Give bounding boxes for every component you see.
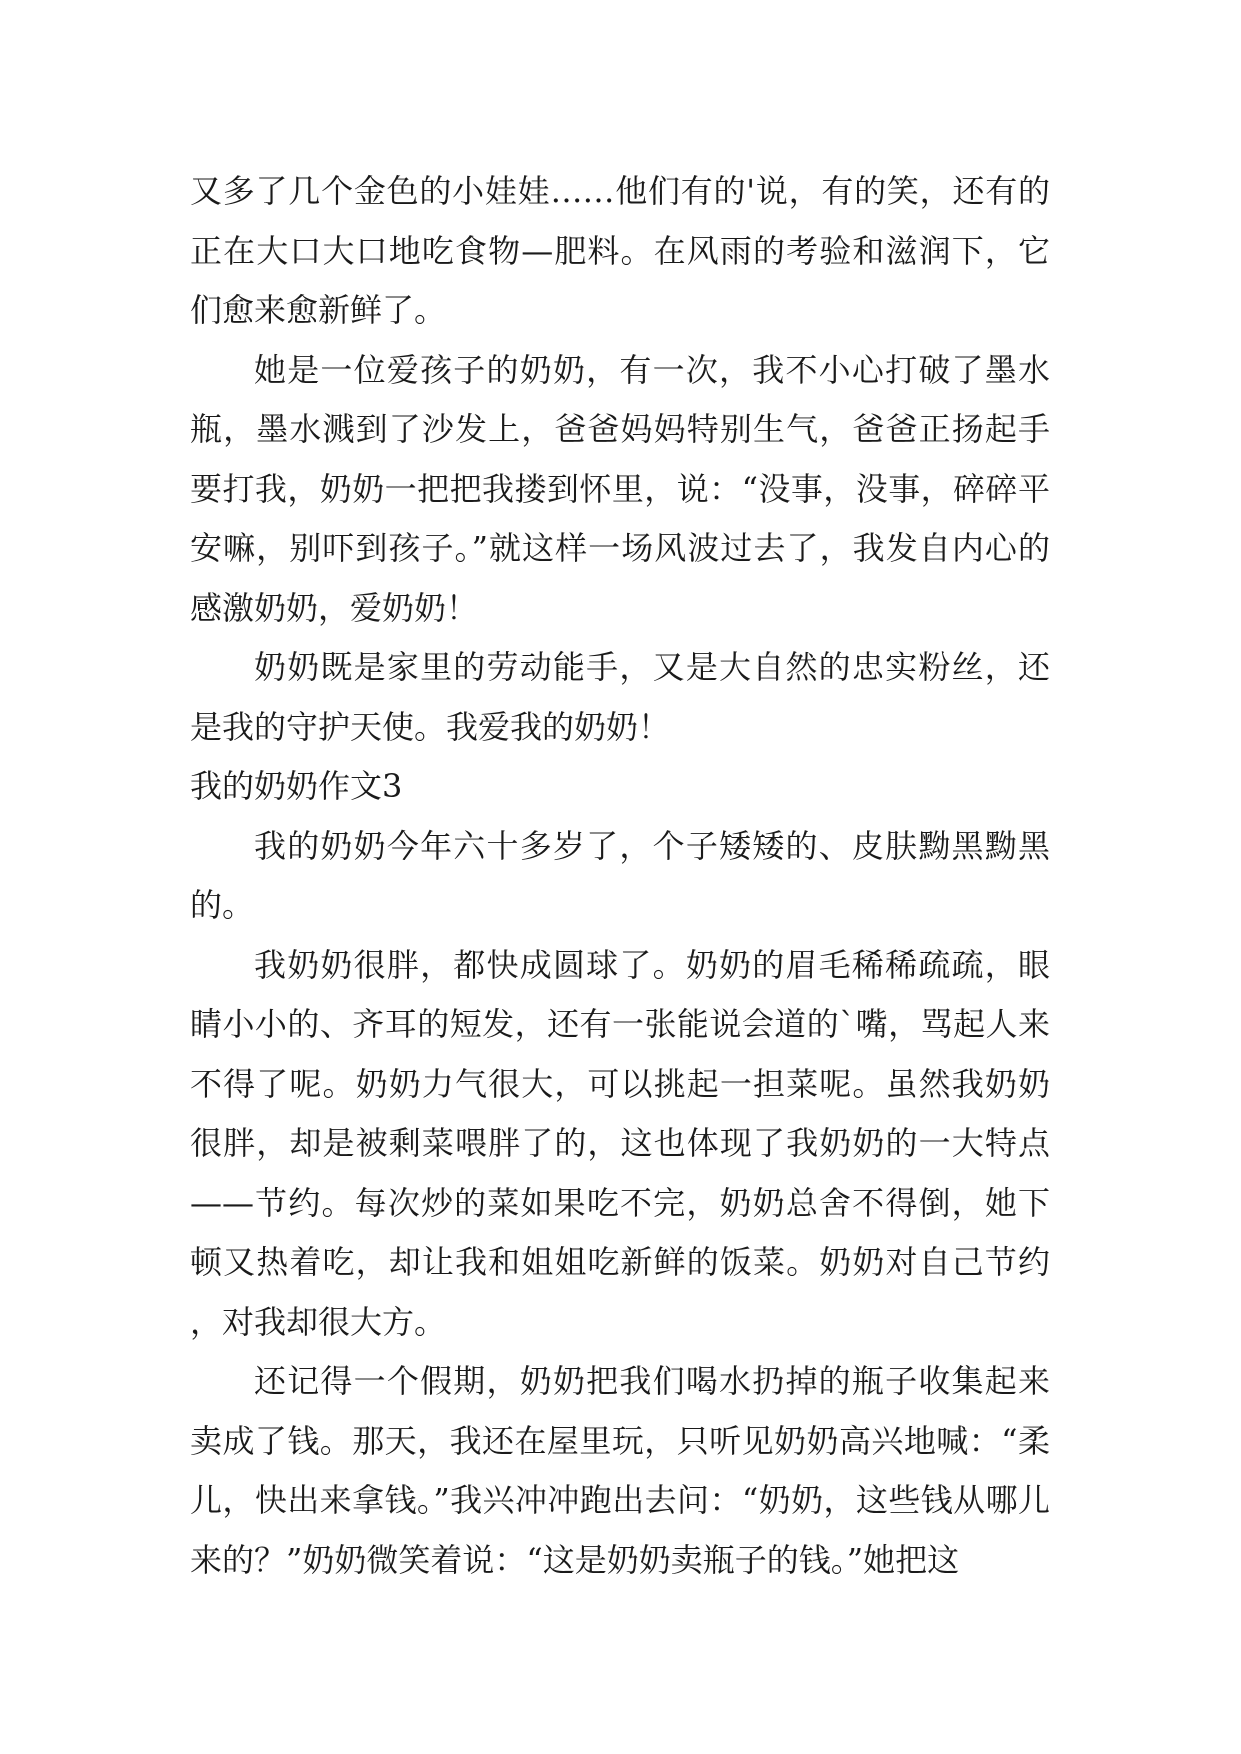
document-body <box>190 162 1050 1590</box>
paragraph-1: 又多了几个金色的小娃娃……他们有的'说，有的笑，还有的正在大口大口地吃食物—肥料。在风雨的考验和滋润下，它们愈来愈新鲜了。 <box>190 172 1050 329</box>
paragraph-4: 我的奶奶今年六十多岁了，个子矮矮的、皮肤黝黑黝黑的。 <box>190 826 1050 924</box>
paragraph-2: 她是一位爱孩子的奶奶，有一次，我不小心打破了墨水瓶，墨水溅到了沙发上，爸爸妈妈特别生气，爸爸正扬起手要打我，奶奶一把把我搂到怀里，说：“没事，没事，碎碎平安嘛，别吓到孩子。”就这样一场风波过去了，我发自内心的感激奶奶，爱奶奶！ <box>190 350 1050 627</box>
paragraph-6: 还记得一个假期，奶奶把我们喝水扔掉的瓶子收集起来卖成了钱。那天，我还在屋里玩，只听见奶奶高兴地喊：“柔儿，快出来拿钱。”我兴冲冲跑出去问：“奶奶，这些钱从哪儿来的？”奶奶微笑着说：“这是奶奶卖瓶子的钱。”她把这 <box>190 1362 1050 1579</box>
section-heading: 我的奶奶作文3 <box>190 767 403 805</box>
paragraph-5: 我奶奶很胖，都快成圆球了。奶奶的眉毛稀稀疏疏，眼睛小小的、齐耳的短发，还有一张能说会道的`嘴，骂起人来不得了呢。奶奶力气很大，可以挑起一担菜呢。虽然我奶奶很胖，却是被剩菜喂胖了的，这也体现了我奶奶的一大特点——节约。每次炒的菜如果吃不完，奶奶总舍不得倒，她下顿又热着吃，却让我和姐姐吃新鲜的饭菜。奶奶对自己节约，对我却很大方。 <box>190 945 1050 1341</box>
paragraph-3: 奶奶既是家里的劳动能手，又是大自然的忠实粉丝，还是我的守护天使。我爱我的奶奶！ <box>190 648 1050 746</box>
